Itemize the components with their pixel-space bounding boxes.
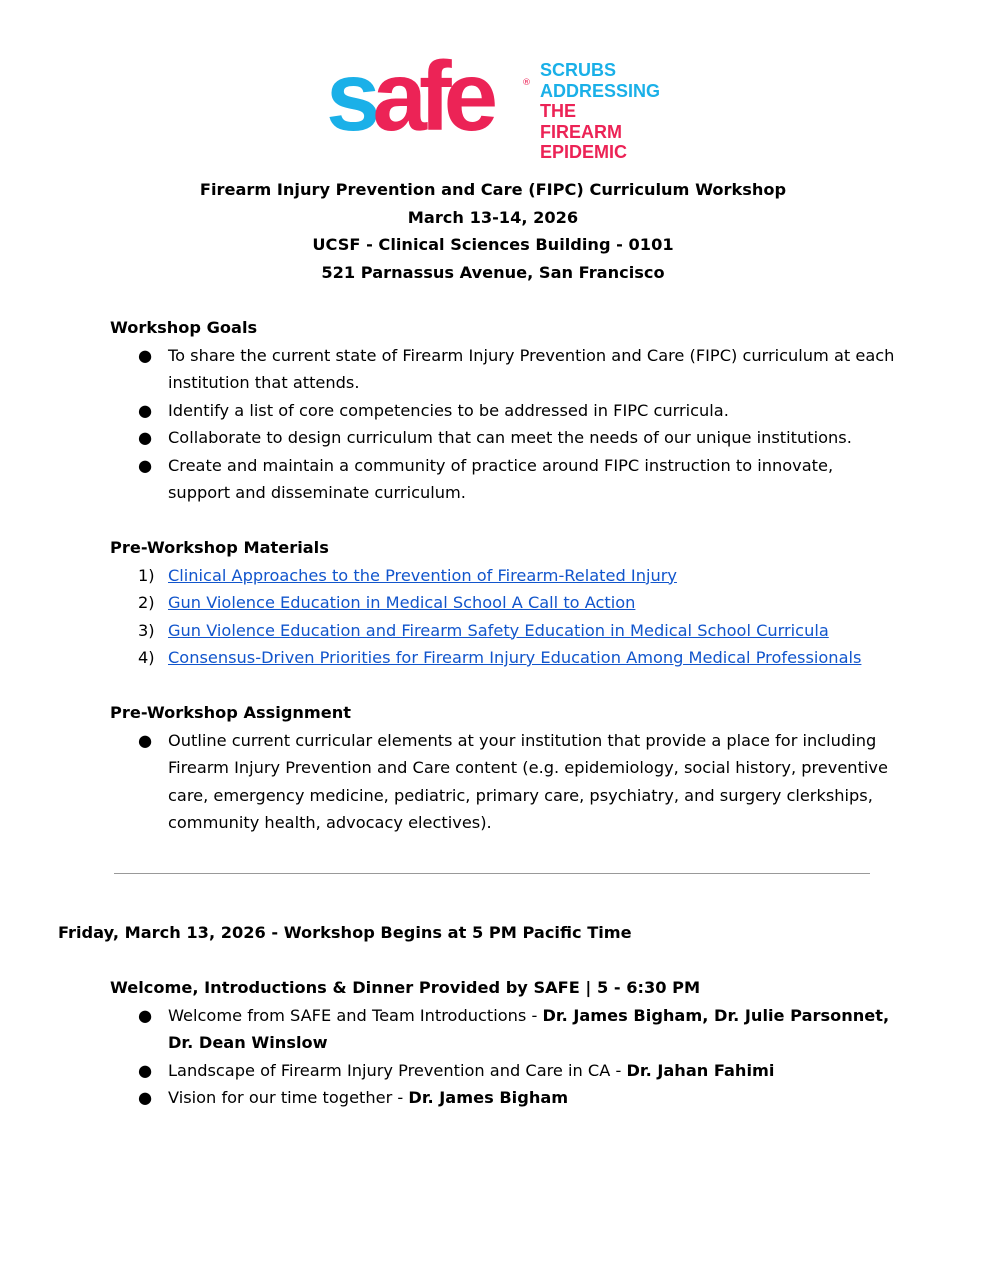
workshop-goals-section <box>110 314 900 507</box>
material-link[interactable]: Gun Violence Education and Firearm Safety Education in Medical School Curricula <box>168 620 829 640</box>
list-item: ● Outline current curricular elements at your institution that provide a place for including Firearm Injury Prevention and Care content (e.g. epidemiology, social history, preventive care, emergency medicine, pediatric, primary care, psychiatry, and surgery clerkships, community health, advocacy electives). <box>138 730 888 832</box>
registered-mark: ® <box>522 78 531 88</box>
list-item: ● Vision for our time together - Dr. James Bigham <box>138 1088 569 1107</box>
list-item: ● Identify a list of core competencies to be addressed in FIPC curricula. <box>138 400 729 420</box>
list-item: ● Create and maintain a community of practice around FIPC instruction to innovate, support and disseminate curriculum. <box>138 455 834 502</box>
workshop-title: Firearm Injury Prevention and Care (FIPC) Curriculum Workshop <box>199 180 787 199</box>
logo-s: s <box>326 41 373 151</box>
session-heading: Welcome, Introductions & Dinner Provided by SAFE | 5 - 6:30 PM <box>110 978 701 997</box>
document-header <box>0 176 986 286</box>
list-item: 2) Gun Violence Education in Medical School A Call to Action <box>138 593 636 612</box>
friday-session <box>110 974 900 1112</box>
speakers: Dr. James Bigham, Dr. Julie Parsonnet, Dr. Dean Winslow <box>168 1005 890 1052</box>
workshop-dates: March 13-14, 2026 <box>407 207 579 227</box>
day-heading: Friday, March 13, 2026 - Workshop Begins at 5 PM Pacific Time <box>58 923 632 942</box>
list-item: ● To share the current state of Firearm Injury Prevention and Care (FIPC) curriculum at each institution that attends. <box>138 345 895 392</box>
list-item: 4) Consensus-Driven Priorities for Firearm Injury Education Among Medical Professionals <box>138 648 862 667</box>
materials-section <box>110 534 900 672</box>
safe-logo <box>326 41 661 162</box>
list-item: ● Collaborate to design curriculum that can meet the needs of our unique institutions. <box>138 428 852 447</box>
list-item: 1) Clinical Approaches to the Prevention of Firearm-Related Injury <box>138 565 677 585</box>
assignment-section <box>110 699 900 837</box>
material-link[interactable]: Gun Violence Education in Medical School A Call to Action <box>168 593 636 612</box>
workshop-venue: UCSF - Clinical Sciences Building - 0101 <box>312 235 674 254</box>
list-item: ● Landscape of Firearm Injury Prevention and Care in CA - Dr. Jahan Fahimi <box>138 1060 775 1080</box>
material-link[interactable]: Clinical Approaches to the Prevention of Firearm-Related Injury <box>168 565 677 585</box>
section-heading: Workshop Goals <box>110 318 258 337</box>
list-item: 3) Gun Violence Education and Firearm Safety Education in Medical School Curricula <box>138 620 829 640</box>
material-link[interactable]: Consensus-Driven Priorities for Firearm Injury Education Among Medical Professionals <box>168 648 862 667</box>
list-item: ● Welcome from SAFE and Team Introductions - Dr. James Bigham, Dr. Julie Parsonnet, Dr. Dean Winslow <box>138 1005 890 1052</box>
speakers: Dr. James Bigham <box>408 1088 569 1107</box>
section-heading: Pre-Workshop Materials <box>110 538 329 557</box>
workshop-address: 521 Parnassus Avenue, San Francisco <box>321 262 665 282</box>
speakers: Dr. Jahan Fahimi <box>626 1060 775 1080</box>
section-heading: Pre-Workshop Assignment <box>110 703 352 722</box>
divider <box>114 873 870 874</box>
logo-tagline: SCRUBS ADDRESSING THE FIREARM EPIDEMIC <box>540 60 661 162</box>
logo-afe: afe <box>372 41 491 151</box>
